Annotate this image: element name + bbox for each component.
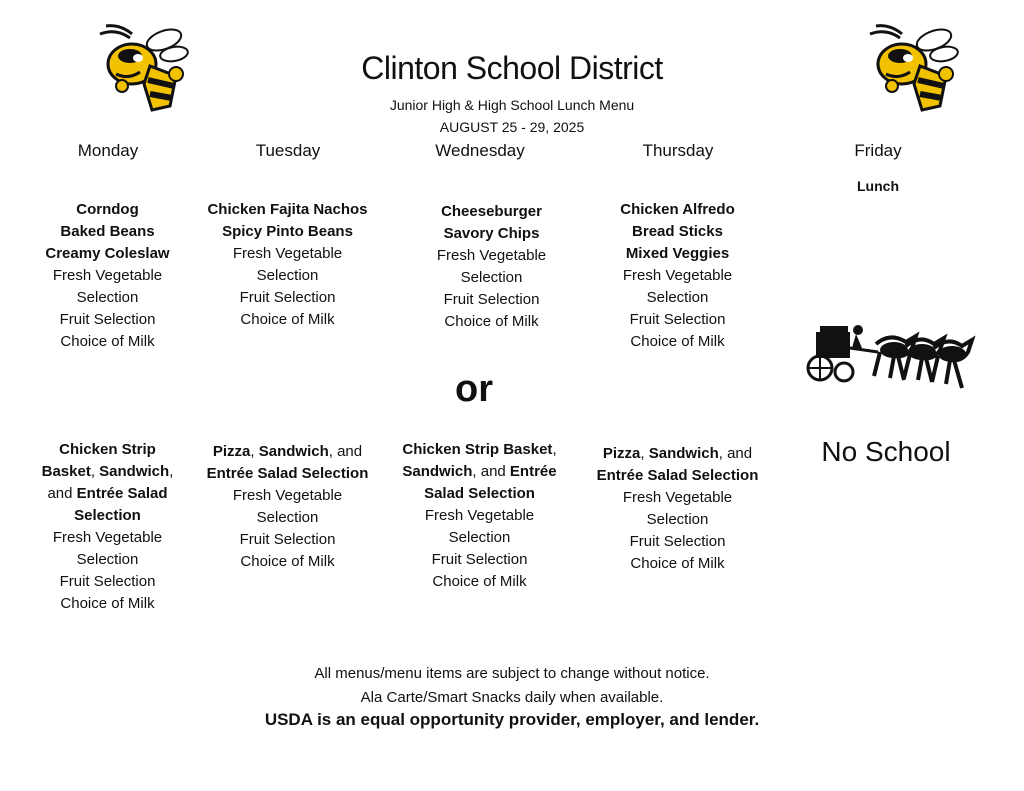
menu-item: Fruit Selection	[59, 573, 156, 590]
menu-bottom-wednesday	[387, 439, 572, 593]
menu-item: Fruit Selection	[629, 533, 726, 550]
menu-item: Chicken Strip	[59, 441, 156, 458]
menu-item: Choice of Milk	[240, 311, 335, 328]
menu-item-part: and	[47, 485, 77, 502]
menu-item-part: , and	[472, 463, 510, 480]
footer-notes	[212, 662, 812, 710]
menu-item-part: ,	[552, 441, 557, 458]
menu-item: Fresh Vegetable	[424, 507, 535, 524]
horse-carriage-icon	[806, 318, 980, 400]
day-header-wednesday: Wednesday	[435, 141, 525, 160]
menu-item: Selection	[74, 507, 141, 524]
footer-usda-statement: USDA is an equal opportunity provider, employer, and lender.	[264, 710, 760, 729]
menu-item: Savory Chips	[443, 225, 540, 242]
menu-top-monday	[15, 199, 200, 353]
friday-no-school: No School	[821, 436, 951, 467]
menu-item: Selection	[460, 269, 523, 286]
menu-item: Fresh Vegetable	[232, 245, 343, 262]
menu-item: Fruit Selection	[239, 531, 336, 548]
menu-item-part: Pizza	[602, 445, 641, 462]
menu-item: Selection	[256, 267, 319, 284]
menu-item: Choice of Milk	[630, 555, 725, 572]
menu-item	[585, 443, 770, 465]
menu-item: Spicy Pinto Beans	[222, 223, 353, 240]
menu-top-tuesday	[195, 199, 380, 331]
menu-item: Selection	[646, 511, 709, 528]
menu-item: Cheeseburger	[441, 203, 542, 220]
bee-mascot-right-icon	[866, 22, 962, 114]
day-header-tuesday: Tuesday	[255, 141, 321, 160]
menu-item	[387, 461, 572, 483]
menu-item: Selection	[76, 551, 139, 568]
menu-item: Salad Selection	[424, 485, 535, 502]
menu-item: Choice of Milk	[240, 553, 335, 570]
menu-item-part: Sandwich	[258, 443, 329, 460]
menu-item: Fruit Selection	[443, 291, 540, 308]
menu-item	[387, 439, 572, 461]
menu-item: Choice of Milk	[630, 333, 725, 350]
menu-item-part: ,	[169, 463, 174, 480]
menu-item-part: Sandwich	[402, 463, 473, 480]
menu-item	[195, 441, 380, 463]
menu-item-part: ,	[640, 445, 649, 462]
menu-item: Corndog	[76, 201, 139, 218]
footer-line-change-notice: All menus/menu items are subject to change without notice.	[314, 665, 710, 682]
footer-line-snacks: Ala Carte/Smart Snacks daily when available.	[360, 689, 664, 706]
menu-item: Choice of Milk	[60, 595, 155, 612]
page-subtitle	[262, 94, 762, 138]
menu-subtitle: Junior High & High School Lunch Menu	[389, 97, 635, 113]
menu-item-part: Sandwich	[99, 463, 170, 480]
menu-item: Creamy Coleslaw	[45, 245, 170, 262]
menu-item-part: ,	[90, 463, 100, 480]
menu-item: Fresh Vegetable	[436, 247, 547, 264]
menu-item-part: Sandwich	[648, 445, 719, 462]
menu-bottom-thursday	[585, 443, 770, 575]
menu-item: Fresh Vegetable	[232, 487, 343, 504]
menu-item: Chicken Fajita Nachos	[207, 201, 368, 218]
menu-item: Selection	[256, 509, 319, 526]
or-separator: or	[455, 368, 493, 410]
menu-item-part: ,	[250, 443, 259, 460]
menu-item-part: Basket	[41, 463, 91, 480]
menu-item	[15, 483, 200, 505]
menu-item: Fruit Selection	[629, 311, 726, 328]
menu-top-wednesday	[399, 201, 584, 333]
friday-lunch-label: Lunch	[857, 178, 899, 194]
menu-item: Fresh Vegetable	[52, 267, 163, 284]
menu-item: Entrée Salad Selection	[206, 465, 369, 482]
page-title: Clinton School District	[361, 50, 663, 86]
menu-item: Fresh Vegetable	[52, 529, 163, 546]
menu-bottom-monday	[15, 439, 200, 615]
menu-item: Choice of Milk	[60, 333, 155, 350]
day-header-thursday: Thursday	[642, 141, 714, 160]
menu-bottom-tuesday	[195, 441, 380, 573]
menu-item: Selection	[448, 529, 511, 546]
menu-item: Fruit Selection	[239, 289, 336, 306]
menu-item-part: Entrée Salad	[76, 485, 168, 502]
menu-item-part: , and	[718, 445, 753, 462]
day-header-monday: Monday	[77, 141, 139, 160]
menu-item-part: Chicken Strip Basket	[402, 441, 553, 458]
menu-item: Choice of Milk	[432, 573, 527, 590]
menu-item-part: Pizza	[212, 443, 251, 460]
menu-item: Chicken Alfredo	[620, 201, 735, 218]
menu-item: Mixed Veggies	[625, 245, 730, 262]
menu-item: Fruit Selection	[59, 311, 156, 328]
menu-item: Fresh Vegetable	[622, 489, 733, 506]
menu-item-part: Entrée	[509, 463, 557, 480]
menu-top-thursday	[585, 199, 770, 353]
menu-item: Baked Beans	[60, 223, 155, 240]
menu-item	[15, 461, 200, 483]
menu-item: Selection	[646, 289, 709, 306]
menu-item: Fresh Vegetable	[622, 267, 733, 284]
menu-item: Fruit Selection	[431, 551, 528, 568]
menu-item: Choice of Milk	[444, 313, 539, 330]
menu-dates: AUGUST 25 - 29, 2025	[439, 119, 585, 135]
bee-mascot-left-icon	[96, 22, 192, 114]
menu-item-part: , and	[328, 443, 363, 460]
menu-item: Entrée Salad Selection	[596, 467, 759, 484]
menu-item: Bread Sticks	[632, 223, 723, 240]
menu-item: Selection	[76, 289, 139, 306]
day-header-friday: Friday	[854, 141, 902, 160]
